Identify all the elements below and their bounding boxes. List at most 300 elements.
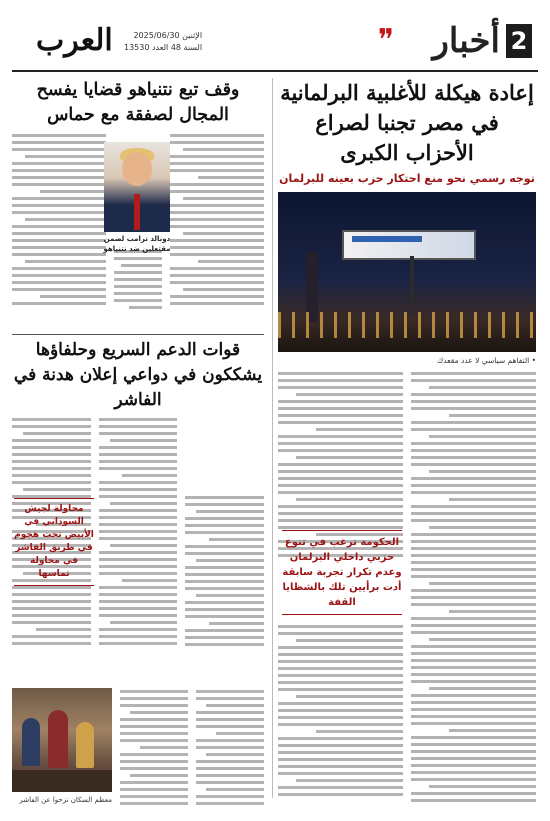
text-line: [411, 792, 536, 795]
main-photo-caption: • التفاهم سياسي لا عدد مقعدك: [437, 356, 536, 365]
text-line: [170, 267, 264, 270]
story-two-column: [12, 134, 106, 329]
text-line: [99, 600, 178, 603]
text-line: [278, 660, 403, 663]
text-line: [12, 141, 106, 144]
text-line: [429, 386, 537, 389]
text-line: [411, 449, 536, 452]
text-line: [278, 702, 403, 705]
text-line: [12, 204, 106, 207]
text-line: [411, 666, 536, 669]
text-line: [170, 225, 264, 228]
photo-person-shape: [76, 722, 94, 768]
text-line: [196, 510, 264, 513]
text-line: [449, 610, 537, 613]
text-line: [99, 495, 178, 498]
text-line: [185, 552, 264, 555]
text-line: [196, 795, 264, 798]
text-line: [411, 540, 536, 543]
portrait-caption: دونالد ترامب لضمن مقتعلين ضد نتنياهو: [103, 235, 171, 253]
text-line: [296, 498, 404, 501]
text-line: [99, 614, 178, 617]
story-three-column: [185, 418, 264, 684]
text-line: [12, 446, 91, 449]
text-line: [185, 545, 264, 548]
portrait-face-shape: [122, 152, 152, 186]
text-line: [40, 295, 106, 298]
text-line: [411, 722, 536, 725]
text-line: [110, 544, 178, 547]
text-line: [429, 638, 537, 641]
text-line: [183, 232, 264, 235]
text-line: [99, 488, 178, 491]
text-line: [12, 481, 91, 484]
text-line: [25, 155, 106, 158]
text-line: [12, 253, 106, 256]
text-line: [411, 505, 536, 508]
text-line: [12, 225, 106, 228]
text-line: [296, 393, 404, 396]
text-line: [120, 704, 188, 707]
text-line: [170, 204, 264, 207]
main-headline: إعادة هيكلة للأغلبية البرلمانية في مصر تجنبا لصراع الأحزاب الكبرى: [280, 80, 534, 165]
text-line: [120, 802, 188, 805]
text-line: [99, 418, 178, 421]
text-line: [449, 729, 537, 732]
text-line: [114, 257, 161, 260]
text-line: [209, 538, 264, 541]
portrait-tie-shape: [134, 194, 140, 230]
text-line: [120, 788, 188, 791]
text-line: [411, 393, 536, 396]
text-line: [429, 582, 537, 585]
text-line: [25, 260, 106, 263]
text-line: [411, 694, 536, 697]
text-line: [278, 435, 403, 438]
quote-mark-icon: ❞: [377, 23, 394, 58]
text-line: [206, 704, 264, 707]
text-line: [12, 148, 106, 151]
text-line: [99, 516, 178, 519]
text-line: [278, 765, 403, 768]
text-line: [411, 568, 536, 571]
text-line: [411, 589, 536, 592]
text-line: [170, 218, 264, 221]
text-line: [170, 211, 264, 214]
story-two-headline: وقف تبع نتنياهو قضايا يفسح المجال لصفقة مع حماس: [36, 80, 240, 125]
text-line: [12, 418, 91, 421]
text-line: [278, 737, 403, 740]
text-line: [120, 725, 188, 728]
text-line: [120, 697, 188, 700]
main-subheadline: توجه رسمي نحو منع احتكار حزب بعينه للبرلمان: [279, 172, 535, 185]
text-line: [411, 764, 536, 767]
text-line: [185, 524, 264, 527]
text-line: [411, 771, 536, 774]
text-line: [278, 653, 403, 656]
text-line: [12, 176, 106, 179]
photo-city-lights: [278, 312, 536, 338]
text-line: [170, 274, 264, 277]
text-line: [278, 484, 403, 487]
text-line: [99, 642, 178, 645]
story-three-photo-caption: معظم السكان نزحوا عن الفاشر: [19, 796, 112, 804]
text-line: [449, 498, 537, 501]
text-line: [185, 629, 264, 632]
text-line: [278, 519, 403, 522]
text-line: [170, 239, 264, 242]
text-line: [12, 600, 91, 603]
text-line: [12, 467, 91, 470]
text-line: [99, 558, 178, 561]
story-two-body: [12, 134, 264, 329]
text-line: [170, 183, 264, 186]
text-line: [278, 632, 403, 635]
text-line: [411, 421, 536, 424]
text-line: [411, 631, 536, 634]
text-line: [12, 246, 106, 249]
text-line: [12, 302, 106, 305]
text-line: [411, 778, 536, 781]
text-line: [296, 456, 404, 459]
text-line: [12, 281, 106, 284]
text-line: [429, 526, 537, 529]
text-line: [411, 456, 536, 459]
text-line: [99, 565, 178, 568]
text-line: [278, 758, 403, 761]
text-line: [411, 561, 536, 564]
text-line: [411, 428, 536, 431]
text-line: [185, 601, 264, 604]
text-line: [278, 674, 403, 677]
text-line: [278, 470, 403, 473]
text-line: [196, 725, 264, 728]
text-line: [40, 190, 106, 193]
text-line: [196, 559, 264, 562]
text-line: [185, 503, 264, 506]
text-line: [278, 407, 403, 410]
text-line: [278, 681, 403, 684]
text-line: [411, 736, 536, 739]
text-line: [12, 169, 106, 172]
text-line: [278, 751, 403, 754]
text-line: [12, 197, 106, 200]
text-line: [122, 579, 177, 582]
text-line: [209, 622, 264, 625]
story-three-lower-column: [120, 690, 188, 810]
text-line: [12, 635, 91, 638]
text-line: [411, 463, 536, 466]
text-line: [278, 463, 403, 466]
text-line: [216, 732, 264, 735]
text-line: [278, 667, 403, 670]
text-line: [99, 593, 178, 596]
text-line: [278, 786, 403, 789]
issue-info: [124, 30, 202, 54]
text-line: [185, 643, 264, 646]
text-line: [411, 484, 536, 487]
text-line: [170, 169, 264, 172]
text-line: [278, 723, 403, 726]
masthead-divider: [12, 70, 538, 72]
text-line: [198, 260, 264, 263]
text-line: [411, 708, 536, 711]
text-line: [122, 474, 177, 477]
text-line: [99, 537, 178, 540]
text-line: [99, 635, 178, 638]
text-line: [278, 744, 403, 747]
text-line: [196, 802, 264, 805]
text-line: [12, 614, 91, 617]
text-line: [12, 474, 91, 477]
text-line: [130, 774, 188, 777]
text-line: [99, 551, 178, 554]
text-line: [411, 372, 536, 375]
text-line: [99, 453, 178, 456]
text-line: [12, 274, 106, 277]
text-line: [120, 795, 188, 798]
text-line: [170, 134, 264, 137]
text-line: [114, 271, 161, 274]
photo-pole-shape: [410, 256, 414, 316]
text-line: [411, 400, 536, 403]
text-line: [196, 690, 264, 693]
text-line: [99, 628, 178, 631]
issue-date: الإثنين 2025/06/30: [133, 31, 203, 40]
text-line: [183, 197, 264, 200]
text-line: [120, 781, 188, 784]
text-line: [120, 732, 188, 735]
text-line: [12, 267, 106, 270]
text-line: [278, 386, 403, 389]
text-line: [411, 512, 536, 515]
text-line: [278, 400, 403, 403]
text-line: [12, 162, 106, 165]
text-line: [278, 526, 403, 529]
text-line: [411, 477, 536, 480]
text-line: [411, 659, 536, 662]
text-line: [170, 190, 264, 193]
text-line: [120, 739, 188, 742]
text-line: [296, 695, 404, 698]
text-line: [278, 772, 403, 775]
text-line: [129, 306, 162, 309]
text-line: [278, 512, 403, 515]
text-line: [411, 596, 536, 599]
text-line: [411, 379, 536, 382]
text-line: [196, 760, 264, 763]
text-line: [196, 767, 264, 770]
story-three-column: [99, 418, 178, 684]
photo-person-shape: [48, 710, 68, 768]
text-line: [185, 615, 264, 618]
text-line: [120, 753, 188, 756]
text-line: [278, 421, 403, 424]
text-line: [12, 425, 91, 428]
text-line: [110, 439, 178, 442]
text-line: [170, 141, 264, 144]
text-line: [429, 687, 537, 690]
text-line: [196, 739, 264, 742]
text-line: [278, 716, 403, 719]
photo-billboard-shape: [342, 230, 476, 260]
text-line: [278, 505, 403, 508]
text-line: [130, 711, 188, 714]
text-line: [12, 607, 91, 610]
text-line: [429, 435, 537, 438]
text-line: [278, 449, 403, 452]
text-line: [120, 690, 188, 693]
masthead: [6, 18, 544, 68]
section-title: أخبار: [432, 21, 500, 61]
text-line: [411, 617, 536, 620]
newspaper-logo: العرب: [36, 23, 113, 58]
text-line: [185, 517, 264, 520]
text-line: [121, 264, 162, 267]
text-line: [278, 709, 403, 712]
text-line: [411, 757, 536, 760]
text-line: [99, 586, 178, 589]
story-three-lower-column: [196, 690, 264, 810]
text-line: [183, 288, 264, 291]
text-line: [411, 491, 536, 494]
text-line: [120, 767, 188, 770]
text-line: [23, 432, 91, 435]
text-line: [316, 428, 404, 431]
text-line: [411, 519, 536, 522]
text-line: [140, 746, 188, 749]
text-line: [183, 148, 264, 151]
text-line: [411, 750, 536, 753]
text-line: [114, 285, 161, 288]
text-line: [198, 176, 264, 179]
story-divider: [12, 334, 264, 335]
text-line: [278, 414, 403, 417]
text-line: [12, 586, 91, 589]
story-three-pull-quote: محاولة لجيش السوداني في الأبيض تحت هجوم في طريق الفاشر في محاولة تماسها: [14, 498, 94, 586]
text-line: [278, 442, 403, 445]
text-line: [196, 781, 264, 784]
text-line: [99, 432, 178, 435]
text-line: [12, 621, 91, 624]
text-line: [196, 711, 264, 714]
text-line: [99, 425, 178, 428]
text-line: [411, 680, 536, 683]
text-line: [12, 232, 106, 235]
text-line: [185, 587, 264, 590]
text-line: [99, 530, 178, 533]
text-line: [12, 134, 106, 137]
text-line: [296, 639, 404, 642]
text-line: [411, 533, 536, 536]
text-line: [170, 295, 264, 298]
text-line: [411, 743, 536, 746]
text-line: [196, 718, 264, 721]
text-line: [411, 799, 536, 802]
text-line: [278, 477, 403, 480]
text-line: [12, 239, 106, 242]
text-line: [429, 785, 537, 788]
text-line: [185, 531, 264, 534]
text-line: [12, 183, 106, 186]
text-line: [25, 218, 106, 221]
text-line: [196, 774, 264, 777]
text-line: [196, 746, 264, 749]
text-line: [316, 730, 404, 733]
text-line: [411, 575, 536, 578]
text-line: [99, 460, 178, 463]
text-line: [411, 701, 536, 704]
text-line: [99, 481, 178, 484]
text-line: [12, 642, 91, 645]
photo-person-shape: [22, 718, 40, 766]
text-line: [411, 673, 536, 676]
text-line: [120, 718, 188, 721]
text-line: [99, 572, 178, 575]
text-line: [278, 625, 403, 628]
text-line: [99, 523, 178, 526]
story-three-headline: قوات الدعم السريع وحلفاؤها يشككون في دواعي إعلان هدنة في الفاشر: [13, 340, 263, 410]
text-line: [12, 460, 91, 463]
text-line: [120, 760, 188, 763]
text-line: [114, 292, 161, 295]
text-line: [170, 162, 264, 165]
text-line: [196, 697, 264, 700]
text-line: [36, 628, 91, 631]
text-line: [278, 646, 403, 649]
story-three-photo: [12, 688, 112, 792]
text-line: [185, 580, 264, 583]
text-line: [411, 407, 536, 410]
text-line: [99, 509, 178, 512]
main-story-photo: [278, 192, 536, 352]
text-line: [429, 470, 537, 473]
text-line: [411, 442, 536, 445]
text-line: [12, 593, 91, 596]
text-line: [278, 688, 403, 691]
issue-number: السنة 48 العدد 13530: [124, 43, 203, 52]
text-line: [411, 554, 536, 557]
story-two-column: [170, 134, 264, 329]
page-number-box: 2: [506, 24, 532, 58]
main-body-column: [411, 372, 536, 802]
text-line: [12, 211, 106, 214]
text-line: [170, 302, 264, 305]
text-line: [170, 155, 264, 158]
text-line: [411, 645, 536, 648]
text-line: [411, 715, 536, 718]
text-line: [110, 502, 178, 505]
text-line: [411, 603, 536, 606]
photo-ground-shape: [12, 770, 112, 792]
portrait-photo: [104, 142, 170, 232]
text-line: [99, 467, 178, 470]
text-line: [12, 288, 106, 291]
text-line: [114, 299, 161, 302]
text-line: [278, 491, 403, 494]
column-divider: [272, 78, 273, 798]
text-line: [411, 547, 536, 550]
text-line: [170, 281, 264, 284]
text-line: [196, 594, 264, 597]
text-line: [185, 608, 264, 611]
text-line: [206, 753, 264, 756]
text-line: [411, 624, 536, 627]
text-line: [411, 652, 536, 655]
text-line: [170, 253, 264, 256]
text-line: [12, 439, 91, 442]
text-line: [12, 453, 91, 456]
